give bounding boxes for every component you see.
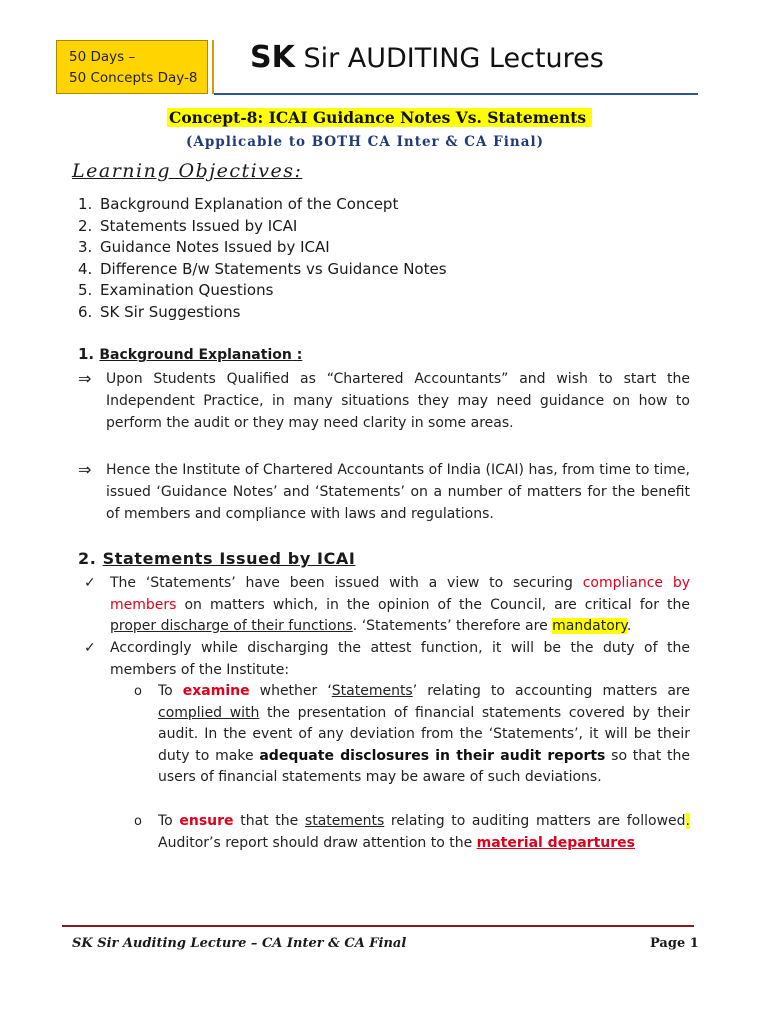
section1-title: Background Explanation [99,347,292,363]
sub-bullet-1: o To examine whether ‘Statements’ relating to accounting matters are complied with the presentation of financial statements covered by their audit. In the event of any deviation from the ‘Statements’, it will be their duty to make adequate disclosures in their audit reports so that the users of financial statements may be aware of such deviations. [134,683,690,785]
bullet-icon: o [134,814,142,829]
bullet-icon: o [134,684,142,699]
list-item: 2. Statements Issued by ICAI [78,216,298,235]
section2-title: Statements Issued by ICAI [102,549,356,568]
page-title [250,40,604,75]
list-item: 5. Examination Questions [78,281,274,300]
learning-objectives-heading: Learning Objectives: [72,160,303,182]
list-item: 3. Guidance Notes Issued by ICAI [78,238,330,257]
day-badge-line2: 50 Concepts Day-8 [69,70,198,86]
title-prefix: SK [250,40,295,75]
header-rule [214,93,698,95]
arrow-icon: ⇒ [78,460,92,479]
page-number: Page 1 [650,936,699,951]
day-badge [56,40,208,94]
list-item: 6. SK Sir Suggestions [78,302,241,321]
section1-paragraph-1: ⇒ Upon Students Qualified as “Chartered Accountants” and wish to start the Independent Practice, in many situations they may need guidance on how to perform the audit or they may need clarity in some areas. [78,369,690,431]
footer-title: SK Sir Auditing Lecture – CA Inter & CA Final [72,936,407,951]
objectives-list [78,194,447,324]
sub-bullet-2: o To ensure that the statements relating to auditing matters are followed. Auditor’s report should draw attention to the material departures [134,813,690,851]
check-icon: ✓ [84,575,96,591]
day-badge-line1: 50 Days – [69,49,136,65]
section1-heading: 1. Background Explanation : [78,345,303,363]
list-item: 4. Difference B/w Statements vs Guidance Notes [78,259,447,278]
section1-paragraph-2: ⇒ Hence the Institute of Chartered Accountants of India (ICAI) has, from time to time, issued ‘Guidance Notes’ and ‘Statements’ on a number of matters for the benefit of members and compliance with laws and regulations. [78,460,690,522]
check-icon: ✓ [84,640,96,656]
checklist-item-2: ✓ Accordingly while discharging the attest function, it will be the duty of the members of the Institute: [84,640,690,678]
applicability-note: (Applicable to BOTH CA Inter & CA Final) [186,134,544,150]
list-item: 1. Background Explanation of the Concept [78,195,399,213]
title-rest: Sir AUDITING Lectures [303,43,604,74]
concept-title: Concept-8: ICAI Guidance Notes Vs. Statements [167,108,592,127]
footer-rule [62,925,694,927]
badge-divider [212,40,214,94]
arrow-icon: ⇒ [78,369,92,388]
section2-heading: 2. Statements Issued by ICAI [78,549,356,568]
checklist-item-1: ✓ The ‘Statements’ have been issued with a view to securing compliance by members on matters which, in the opinion of the Council, are critical for the proper discharge of their functions. ‘Statements’ therefore are mandatory. [84,575,691,634]
